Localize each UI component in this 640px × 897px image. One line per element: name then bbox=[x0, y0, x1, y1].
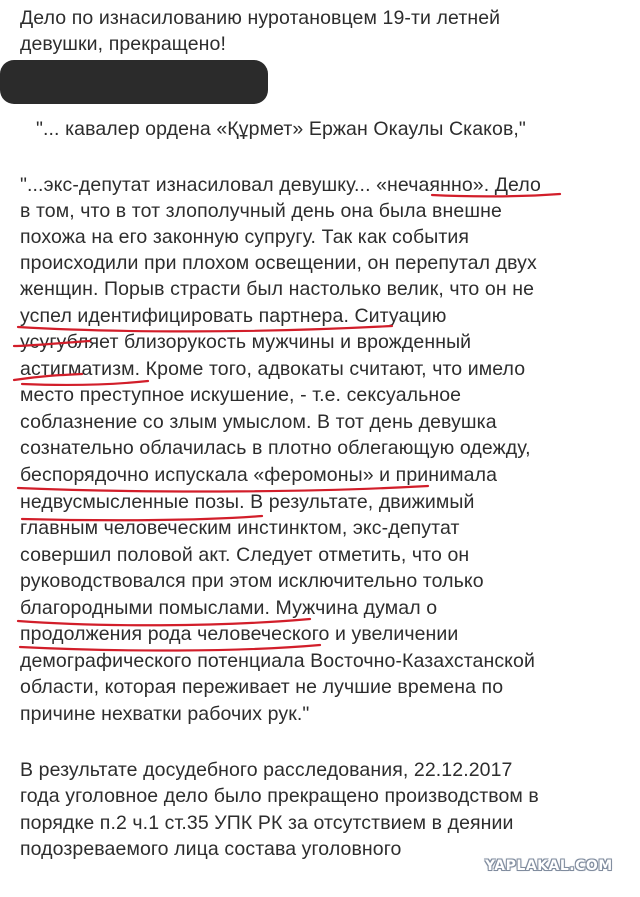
paragraph-line: причине нехватки рабочих рук." bbox=[20, 703, 310, 725]
paragraph-line: совершил половой акт. Следует отметить, что он bbox=[20, 544, 470, 566]
paragraph-line: беспорядочно испускала «феромоны» и принимала bbox=[20, 464, 498, 486]
conclusion-line: года уголовное дело было прекращено производством в bbox=[20, 785, 539, 807]
watermark-logo: YAPLAKAL.COM bbox=[485, 858, 613, 874]
paragraph-line: астигматизм. Кроме того, адвокаты считают, что имело bbox=[20, 358, 526, 380]
paragraph-line: усугубляет близорукость мужчины и врожденный bbox=[20, 331, 472, 353]
paragraph-line: соблазнение со злым умыслом. В тот день девушка bbox=[20, 411, 497, 433]
paragraph-line: женщин. Порыв страсти был настолько велик, что он не bbox=[20, 278, 535, 300]
paragraph-line: происходили при плохом освещении, он перепутал двух bbox=[20, 252, 537, 274]
paragraph-line: демографического потенциала Восточно-Казахстанской bbox=[20, 650, 535, 672]
paragraph-line: похожа на его законную супругу. Так как события bbox=[20, 226, 470, 248]
paragraph-line: сознательно облачилась в плотно облегающую одежду, bbox=[20, 437, 531, 459]
header-line-2: девушки, прекращено! bbox=[20, 33, 226, 55]
header-line-1: Дело по изнасилованию нуротановцем 19-ти летней bbox=[20, 7, 501, 29]
paragraph-line: благородными помыслами. Мужчина думал о bbox=[20, 597, 438, 619]
paragraph-line: в том, что в тот злополучный день она была внешне bbox=[20, 200, 502, 222]
redaction-block bbox=[0, 60, 268, 104]
paragraph-line: место преступное искушение, - т.е. сексуальное bbox=[20, 384, 462, 406]
paragraph-line: недвусмысленные позы. В результате, движимый bbox=[20, 491, 475, 513]
paragraph-line: "...экс-депутат изнасиловал девушку... «нечаянно». Дело bbox=[20, 174, 541, 196]
conclusion-line: В результате досудебного расследования, 22.12.2017 bbox=[20, 759, 513, 781]
conclusion-line: подозреваемого лица состава уголовного bbox=[20, 838, 402, 860]
paragraph-line: главным человеческим инстинктом, экс-депутат bbox=[20, 517, 460, 539]
conclusion-line: порядке п.2 ч.1 ст.35 УПК РК за отсутствием в деянии bbox=[20, 812, 514, 834]
paragraph-line: области, которая переживает не лучшие времена по bbox=[20, 676, 504, 698]
paragraph-line: руководствовался при этом исключительно только bbox=[20, 570, 484, 592]
quote-intro: "... кавалер ордена «Құрмет» Ержан Окаулы Скаков," bbox=[36, 118, 526, 140]
paragraph-line: успел идентифицировать партнера. Ситуацию bbox=[20, 305, 447, 327]
paragraph-line: продолжения рода человеческого и увеличении bbox=[20, 623, 459, 645]
